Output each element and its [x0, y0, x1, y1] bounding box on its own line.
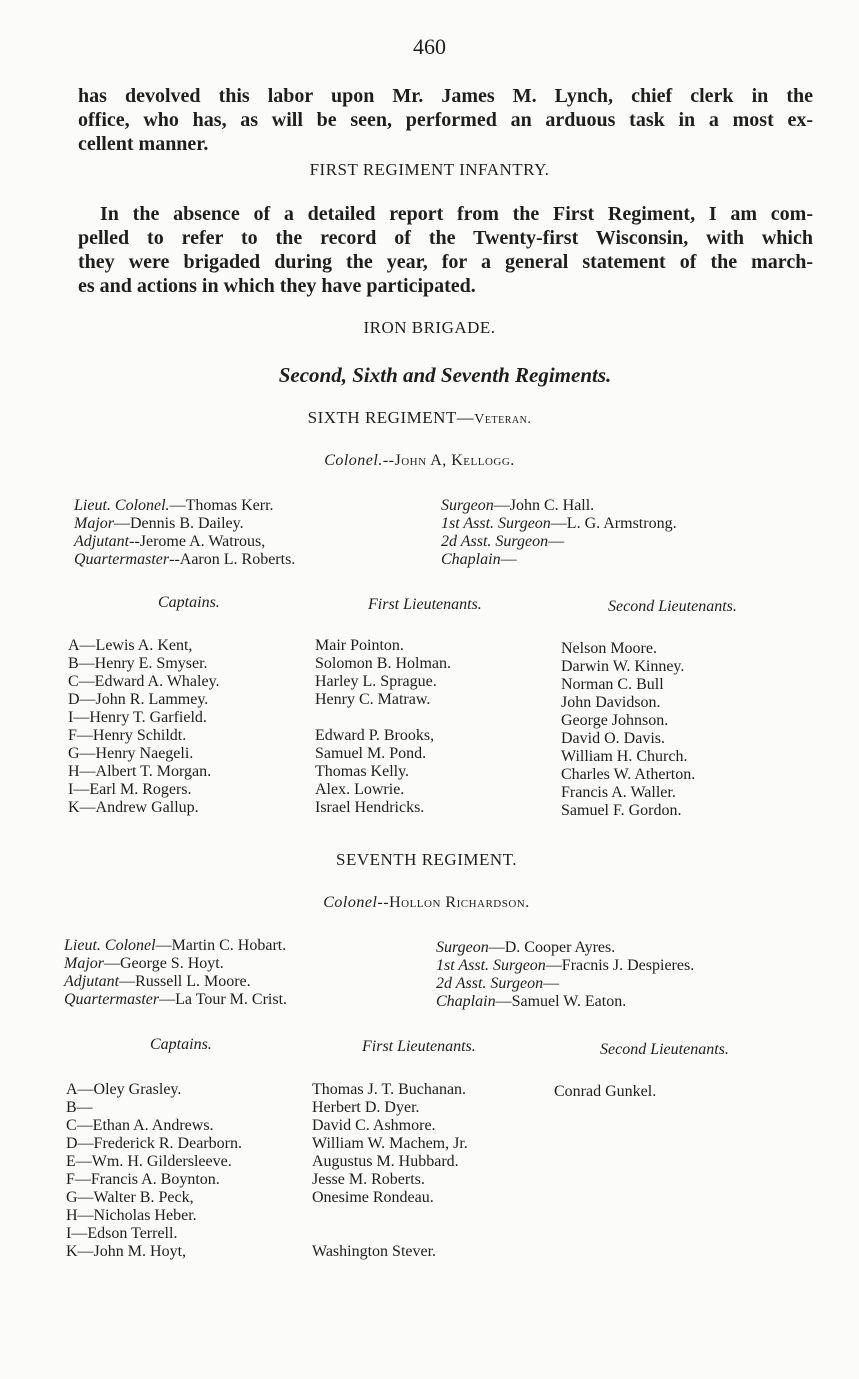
roster-entry: David O. Davis. [561, 730, 665, 747]
staff-role: 2d Asst. Surgeon [436, 975, 544, 992]
seventh-staff-right [436, 939, 694, 1011]
sixth-heading-suffix: Veteran. [474, 412, 532, 427]
staff-sep: — [545, 957, 562, 974]
paragraph-line: es and actions in which they have participated. [78, 275, 476, 297]
roster-entry: Onesime Rondeau. [312, 1189, 434, 1206]
page-number: 460 [413, 34, 446, 59]
roster-entry: Thomas J. T. Buchanan. [312, 1081, 467, 1098]
seventh-captains-list [66, 1081, 242, 1261]
staff-sep: — [155, 937, 172, 954]
roster-entry: A—Lewis A. Kent, [68, 637, 193, 654]
roster-entry [312, 1207, 468, 1225]
colonel-sep: -- [382, 452, 395, 469]
roster-entry: Herbert D. Dyer. [312, 1099, 420, 1116]
staff-name: D. Cooper Ayres. [504, 939, 616, 956]
iron-brigade-heading: IRON BRIGADE. [363, 318, 496, 337]
staff-sep: — [488, 939, 505, 956]
roster-entry: Samuel M. Pond. [315, 745, 427, 762]
staff-name: Thomas Kerr. [185, 497, 274, 514]
colonel-label: Colonel [323, 894, 378, 911]
roster-entry: H—Albert T. Morgan. [68, 763, 212, 780]
staff-role: Surgeon [441, 497, 494, 514]
first-regiment-heading: FIRST REGIMENT INFANTRY. [309, 160, 550, 179]
paragraph-line: cellent manner. [78, 133, 209, 155]
staff-entry [64, 937, 287, 955]
seventh-regiment-heading: SEVENTH REGIMENT. [336, 850, 517, 869]
roster-entry: William W. Machem, Jr. [312, 1135, 468, 1152]
staff-sep: — [114, 515, 130, 532]
roster-entry: F—Henry Schildt. [68, 727, 187, 744]
roster-entry: Norman C. Bull [561, 676, 664, 693]
staff-role: Chaplain [436, 993, 496, 1010]
staff-role: Lieut. Colonel [64, 937, 156, 954]
first-lieutenants-header: First Lieutenants. [362, 1038, 476, 1055]
staff-sep: — [495, 993, 512, 1010]
roster-entry: Charles W. Atherton. [561, 766, 696, 783]
roster-entry: Conrad Gunkel. [554, 1083, 657, 1100]
staff-name: Russell L. Moore. [135, 973, 251, 990]
seventh-colonel-line [0, 894, 856, 912]
colonel-sep: -- [377, 894, 390, 911]
iron-brigade-subheading: Second, Sixth and Seventh Regiments. [278, 363, 612, 387]
roster-entry: Nelson Moore. [561, 640, 657, 657]
staff-role: 1st Asst. Surgeon [436, 957, 546, 974]
roster-entry: I—Henry T. Garfield. [68, 709, 207, 726]
staff-entry [64, 973, 287, 991]
staff-entry [64, 955, 287, 973]
staff-sep: — [119, 973, 136, 990]
seventh-staff-left [64, 937, 287, 1009]
paragraph-line: they were brigaded during the year, for a general statement of the march- [78, 251, 813, 273]
staff-role: Quartermaster [64, 991, 160, 1008]
roster-entry: Washington Stever. [312, 1243, 437, 1260]
intro-paragraph [78, 84, 813, 156]
staff-sep: — [550, 515, 567, 532]
sixth-staff-left [74, 497, 295, 569]
paragraph-line: In the absence of a detailed report from the First Regiment, I am com- [100, 203, 813, 225]
roster-entry: George Johnson. [561, 712, 669, 729]
staff-entry [436, 957, 694, 975]
roster-entry: G—Henry Naegeli. [68, 745, 194, 762]
roster-entry: A—Oley Grasley. [66, 1081, 182, 1098]
seventh-first-lieutenants-list [312, 1081, 468, 1261]
staff-entry [74, 497, 295, 515]
colonel-label: Colonel. [324, 452, 383, 469]
staff-name: Fracnis J. Despieres. [561, 957, 695, 974]
staff-entry [64, 991, 287, 1009]
sixth-colonel-line [0, 452, 849, 470]
staff-role: Adjutant [74, 533, 130, 550]
roster-entry: Henry C. Matraw. [315, 691, 431, 708]
staff-name: Jerome A. Watrous, [139, 533, 266, 550]
first-lieutenants-header: First Lieutenants. [368, 596, 482, 613]
staff-role: 1st Asst. Surgeon [441, 515, 551, 532]
staff-entry [441, 497, 677, 515]
roster-entry [315, 709, 451, 727]
second-lieutenants-header: Second Lieutenants. [600, 1041, 729, 1058]
second-lieutenants-header: Second Lieutenants. [608, 598, 737, 615]
roster-entry: E—Wm. H. Gildersleeve. [66, 1153, 232, 1170]
roster-entry: Samuel F. Gordon. [561, 802, 682, 819]
staff-name: Samuel W. Eaton. [511, 993, 627, 1010]
staff-role: Adjutant [64, 973, 120, 990]
staff-sep: — [159, 991, 176, 1008]
roster-entry: D—John R. Lammey. [68, 691, 209, 708]
first-regiment-paragraph [78, 202, 813, 298]
roster-entry: David C. Ashmore. [312, 1117, 436, 1134]
roster-entry: Thomas Kelly. [315, 763, 410, 780]
roster-entry: Alex. Lowrie. [315, 781, 405, 798]
colonel-name: Hollon Richardson. [389, 894, 530, 911]
roster-entry: Edward P. Brooks, [315, 727, 435, 744]
captains-header: Captains. [150, 1036, 212, 1053]
roster-entry: F—Francis A. Boynton. [66, 1171, 220, 1188]
staff-sep: — [169, 497, 186, 514]
staff-sep: — [493, 497, 510, 514]
roster-entry: H—Nicholas Heber. [66, 1207, 197, 1224]
staff-entry [436, 975, 694, 993]
roster-entry [312, 1225, 468, 1243]
staff-role: Surgeon [436, 939, 489, 956]
staff-entry [436, 993, 694, 1011]
staff-name: Aaron L. Roberts. [179, 551, 296, 568]
roster-entry: C—Edward A. Whaley. [68, 673, 220, 690]
staff-sep: -- [129, 533, 140, 550]
roster-entry: William H. Church. [561, 748, 688, 765]
sixth-staff-right [441, 497, 677, 569]
staff-entry [441, 533, 677, 551]
staff-sep: -- [169, 551, 180, 568]
staff-sep: — [543, 975, 560, 992]
staff-name: John C. Hall. [509, 497, 595, 514]
roster-entry: Mair Pointon. [315, 637, 404, 654]
roster-entry: I—Earl M. Rogers. [68, 781, 192, 798]
sixth-heading-text: SIXTH REGIMENT— [307, 408, 475, 427]
roster-entry: Darwin W. Kinney. [561, 658, 685, 675]
roster-entry: Harley L. Sprague. [315, 673, 437, 690]
staff-name: George S. Hoyt. [120, 955, 224, 972]
roster-entry: K—John M. Hoyt, [66, 1243, 187, 1260]
paragraph-line: pelled to refer to the record of the Twenty-first Wisconsin, with which [78, 227, 813, 249]
staff-name: Dennis B. Dailey. [130, 515, 244, 532]
roster-entry: C—Ethan A. Andrews. [66, 1117, 214, 1134]
staff-name: La Tour M. Crist. [175, 991, 288, 1008]
roster-entry: Augustus M. Hubbard. [312, 1153, 459, 1170]
staff-entry [436, 939, 694, 957]
staff-entry [441, 515, 677, 533]
roster-entry: Francis A. Waller. [561, 784, 676, 801]
staff-role: Lieut. Colonel. [74, 497, 170, 514]
staff-sep: — [548, 533, 565, 550]
paragraph-line: office, who has, as will be seen, performed an arduous task in a most ex- [78, 109, 813, 131]
staff-sep: — [500, 551, 517, 568]
roster-entry: G—Walter B. Peck, [66, 1189, 194, 1206]
staff-role: Quartermaster [74, 551, 170, 568]
sixth-first-lieutenants-list [315, 637, 451, 817]
paragraph-line: has devolved this labor upon Mr. James M. Lynch, chief clerk in the [78, 85, 813, 107]
staff-role: Major [74, 515, 114, 532]
captains-header: Captains. [158, 594, 220, 611]
roster-entry: Solomon B. Holman. [315, 655, 452, 672]
staff-entry [74, 551, 295, 569]
roster-entry: Jesse M. Roberts. [312, 1171, 425, 1188]
sixth-second-lieutenants-list [561, 640, 695, 820]
staff-role: 2d Asst. Surgeon [441, 533, 549, 550]
staff-name: Martin C. Hobart. [171, 937, 287, 954]
roster-entry: K—Andrew Gallup. [68, 799, 199, 816]
sixth-regiment-heading [0, 408, 849, 428]
staff-entry [441, 551, 677, 569]
roster-entry: John Davidson. [561, 694, 661, 711]
staff-entry [74, 533, 295, 551]
staff-sep: — [104, 955, 120, 972]
seventh-second-lieutenants-list [554, 1083, 656, 1101]
colonel-name: John A, Kellogg. [394, 452, 515, 469]
roster-entry: Israel Hendricks. [315, 799, 425, 816]
roster-entry: I—Edson Terrell. [66, 1225, 178, 1242]
roster-entry: B—Henry E. Smyser. [68, 655, 208, 672]
sixth-captains-list [68, 637, 220, 817]
roster-entry: D—Frederick R. Dearborn. [66, 1135, 242, 1152]
staff-role: Major [64, 955, 104, 972]
staff-role: Chaplain [441, 551, 501, 568]
staff-entry [74, 515, 295, 533]
roster-entry: B— [66, 1099, 93, 1116]
staff-name: L. G. Armstrong. [566, 515, 677, 532]
